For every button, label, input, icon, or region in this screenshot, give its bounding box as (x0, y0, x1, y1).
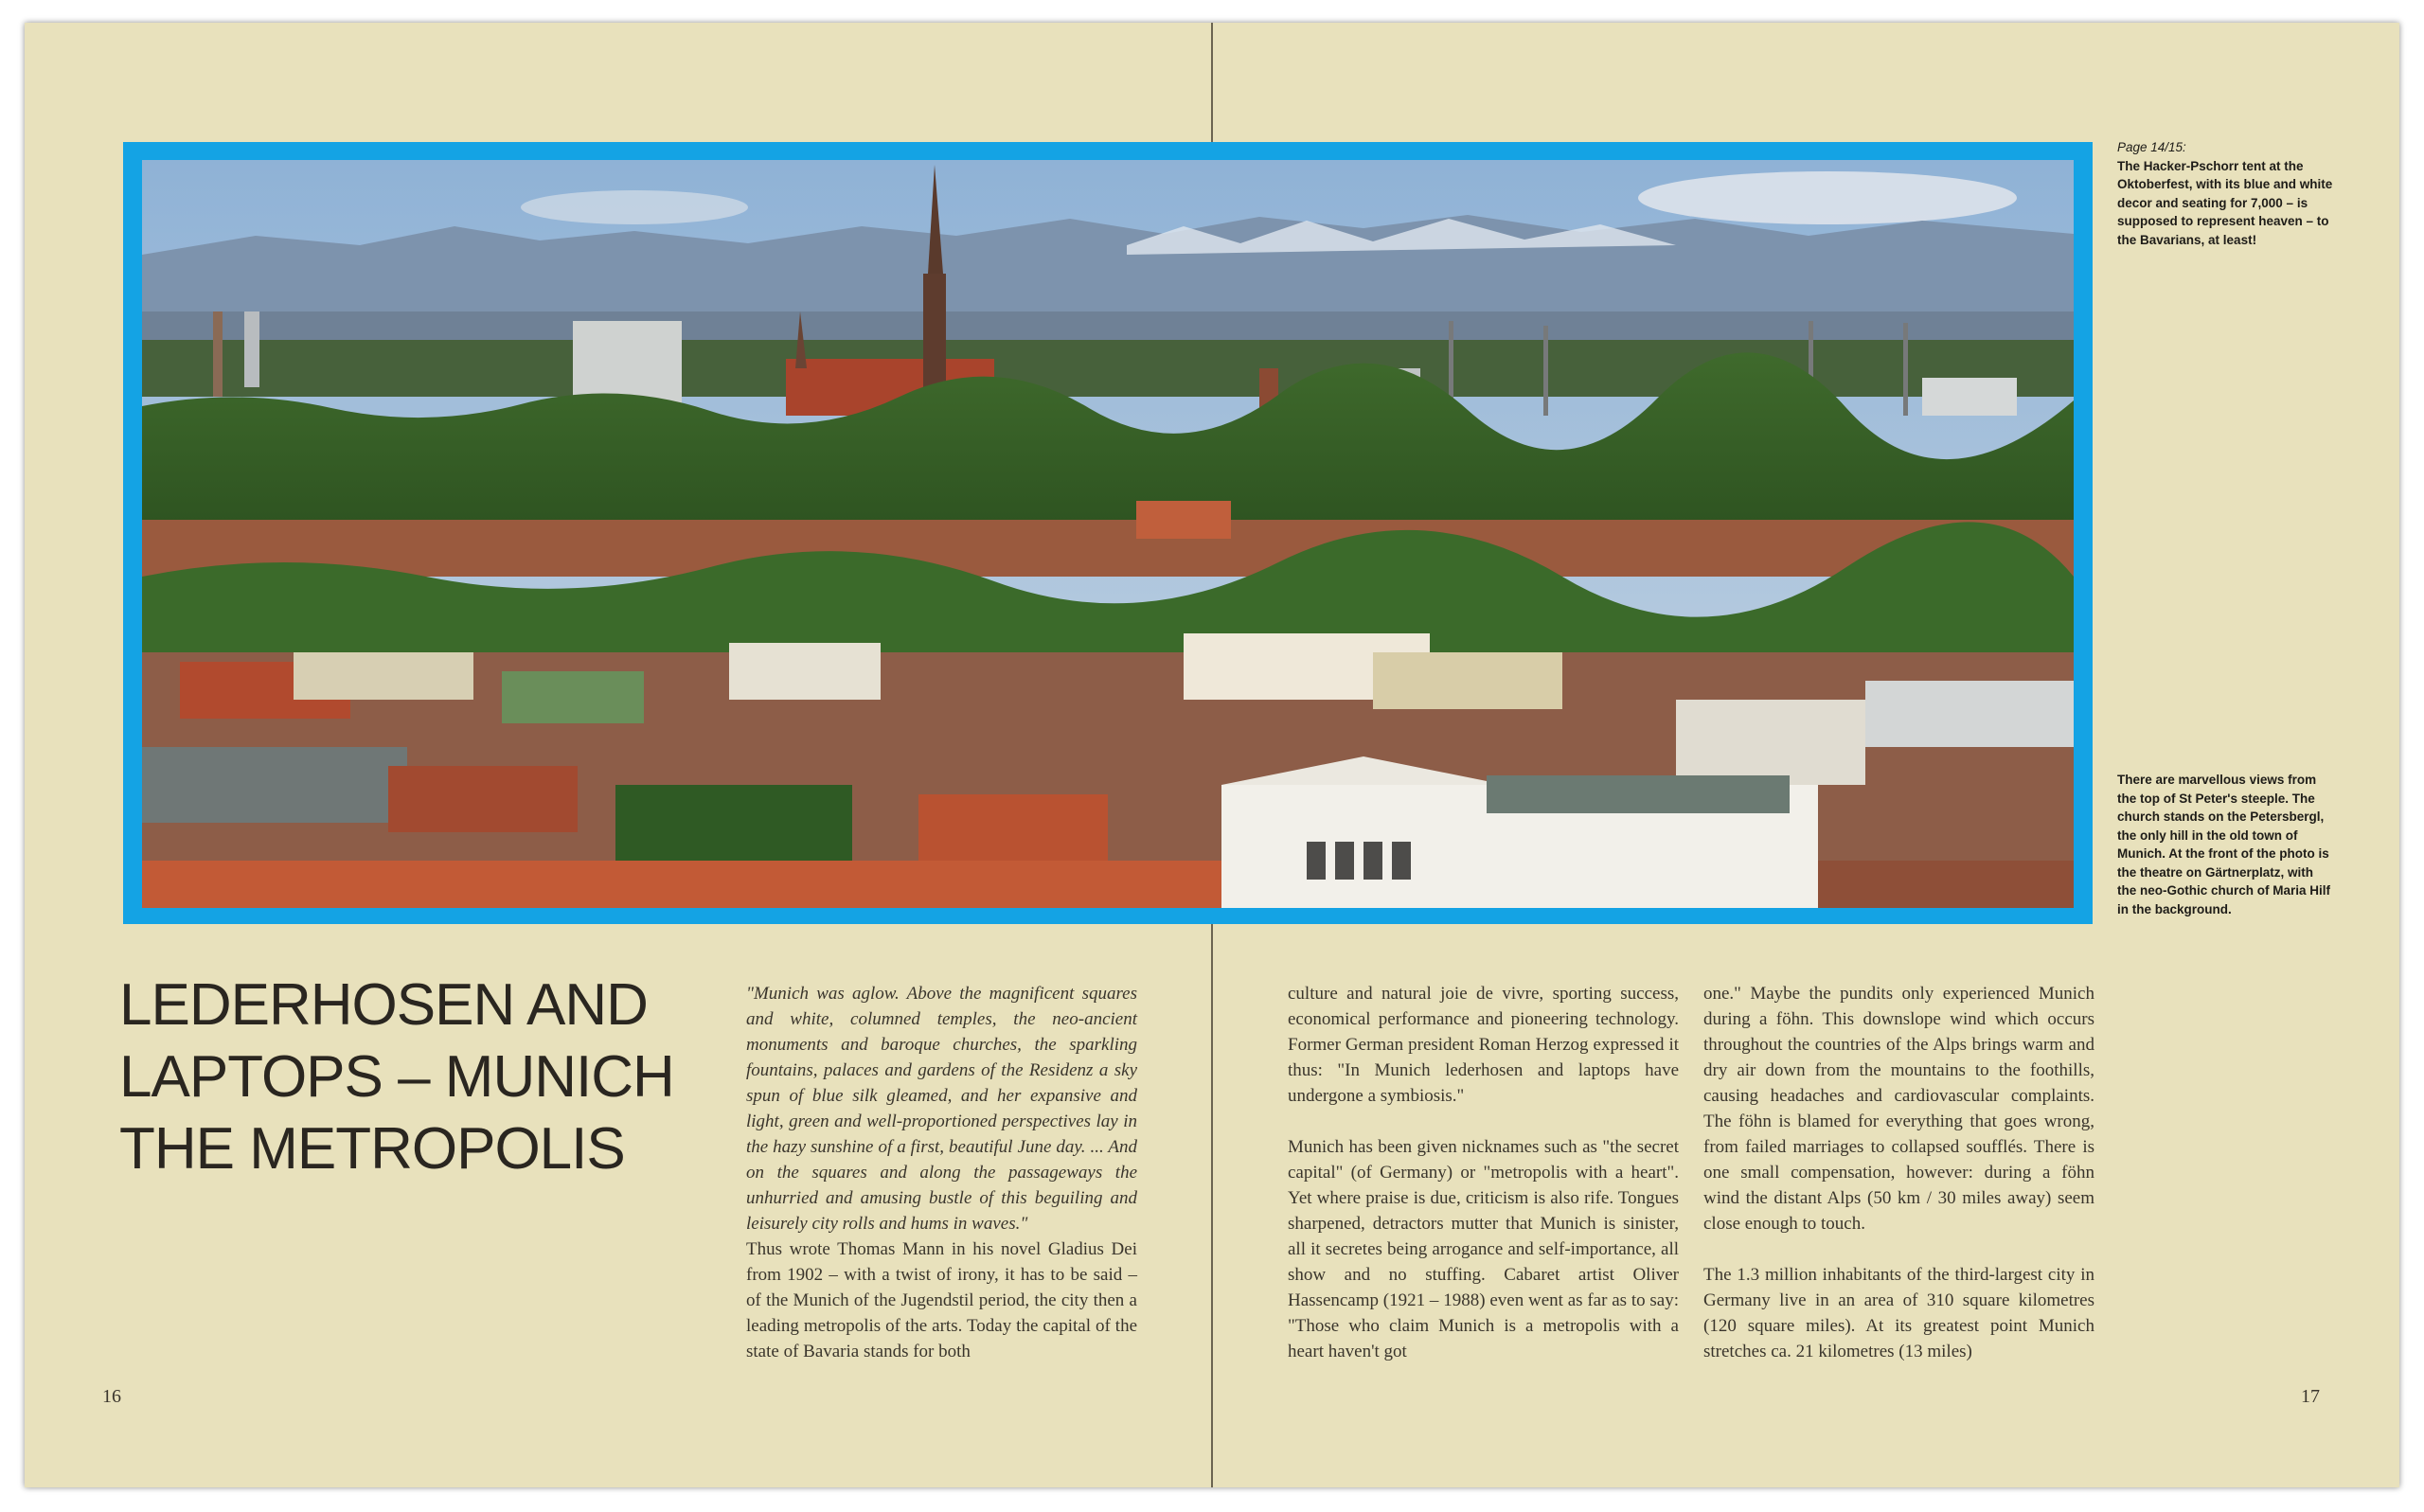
column-3-paragraph-1: one." Maybe the pundits only experienced Munich during a föhn. This downslope wind which occurs throughout the countries of the Alps brings warm and dry air down from the mountains to the foothills, causing headaches and cardiovascular complaints. The föhn is blamed for everything that goes wrong, from failed marriages to collapsed soufflés. There is one small compensation, however: during a föhn wind the distant Alps (50 km / 30 miles away) seem close enough to touch. (1703, 984, 2094, 1234)
text-column-2 (1288, 981, 1679, 1364)
caption-top-text: The Hacker-Pschorr tent at the Oktoberfest, with its blue and white decor and seating for 7,000 – is supposed to represent heaven – to the Bavarians, at least! (2117, 158, 2333, 247)
thomas-mann-quote: "Munich was aglow. Above the magnificent squares and white, columned temples, the neo-ancient monuments and baroque churches, the sparkling fountains, palaces and gardens of the Residenz a sky spun of blue silk gleamed, and her expansive and light, green and well-proportioned perspectives lay in the hazy sunshine of a first, beautiful June day. ... And on the squares and along the passageways the unhurried and amusing bustle of this beguiling and leisurely city rolls and hums in waves." (746, 984, 1137, 1234)
column-2-paragraph-2: Munich has been given nicknames such as "the secret capital" (of Germany) or "metropolis with a heart". Yet where praise is due, criticism is also rife. Tongues sharpened, detractors mutter that Munich is sinister, all it secretes being arrogance and self-importance, all show and no stuffing. Cabaret artist Oliver Hassencamp (1921 – 1988) even went as far as to say: "Those who claim Munich is a metropolis with a heart haven't got (1288, 1137, 1679, 1361)
text-column-1 (746, 981, 1137, 1364)
page-number-left: 16 (102, 1386, 121, 1407)
column-1-paragraph: Thus wrote Thomas Mann in his novel Gladius Dei from 1902 – with a twist of irony, it has to be said – of the Munich of the Jugendstil period, the city then a leading metropolis of the arts. Today the capital of the state of Bavaria stands for both (746, 1239, 1137, 1361)
page-number-right: 17 (2301, 1386, 2320, 1407)
caption-page-ref: Page 14/15: (2117, 140, 2186, 154)
column-2-paragraph-1: culture and natural joie de vivre, sporting success, economical performance and pioneering technology. Former German president Roman Herzog expressed it thus: "In Munich lederhosen and laptops have undergone a symbiosis." (1288, 984, 1679, 1106)
caption-hacker-pschorr (2117, 138, 2335, 249)
photo-frame (123, 142, 2093, 924)
munich-skyline-photo (142, 160, 2074, 908)
caption-st-peter (2117, 771, 2335, 918)
text-column-3 (1703, 981, 2094, 1364)
title-line-2: LAPTOPS – MUNICH (119, 1044, 674, 1110)
title-line-3: THE METROPOLIS (119, 1116, 625, 1182)
caption-bottom-text: There are marvellous views from the top of St Peter's steeple. The church stands on the Petersbergl, the only hill in the old town of Munich. At the front of the photo is the theatre on Gärtnerplatz, with the neo-Gothic church of Maria Hilf in the background. (2117, 773, 2331, 916)
chapter-title (119, 969, 706, 1185)
title-line-1: LEDERHOSEN AND (119, 972, 648, 1038)
book-spread (25, 23, 2399, 1487)
column-3-paragraph-2: The 1.3 million inhabitants of the third-largest city in Germany live in an area of 310 square kilometres (120 square miles). At its greatest point Munich stretches ca. 21 kilometres (13 miles) (1703, 1265, 2094, 1361)
